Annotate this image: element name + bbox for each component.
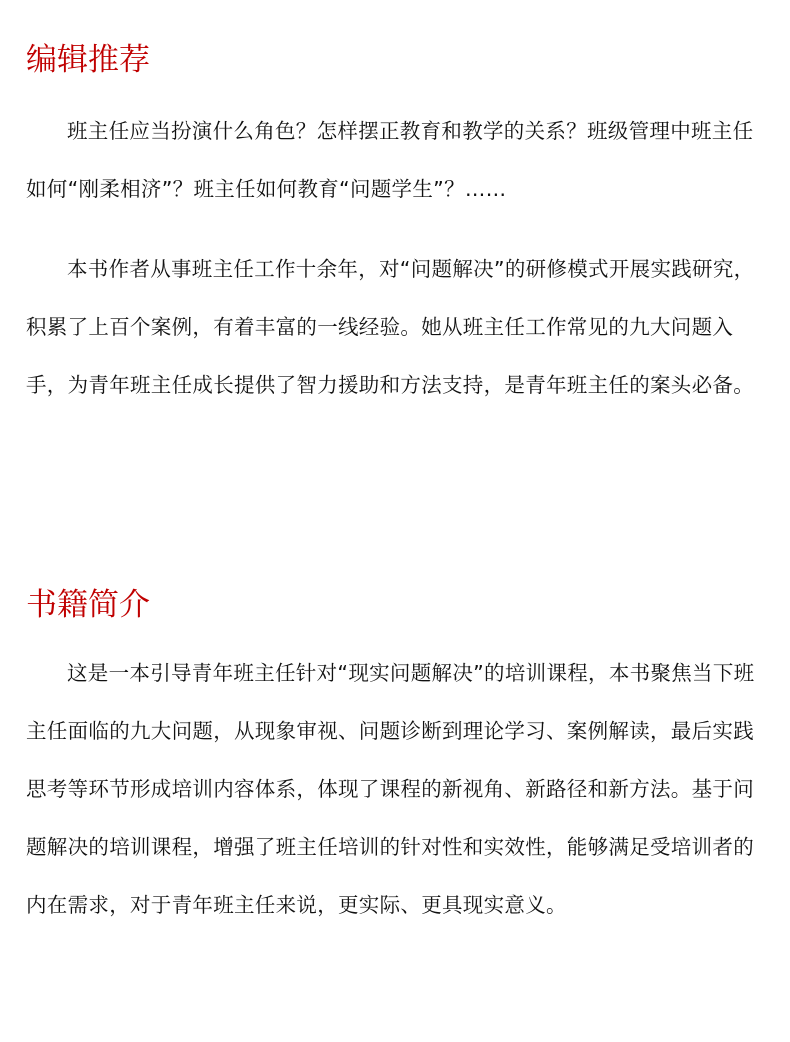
- recommendation-paragraph: 班主任应当扮演什么角色？怎样摆正教育和教学的关系？班级管理中班主任如何“刚柔相济”？班主任如何教育“问题学生”？……: [26, 119, 754, 201]
- recommendation-paragraph: 本书作者从事班主任工作十余年，对“问题解决”的研修模式开展实践研究，积累了上百个案例，有着丰富的一线经验。她从班主任工作常见的九大问题入手，为青年班主任成长提供了智力援助和方法支持，是青年班主任的案头必备。: [26, 257, 755, 397]
- section-title-introduction: 书籍简介: [26, 587, 150, 623]
- introduction-paragraph: 这是一本引导青年班主任针对“现实问题解决”的培训课程，本书聚焦当下班主任面临的九大问题，从现象审视、问题诊断到理论学习、案例解读，最后实践思考等环节形成培训内容体系，体现了课程的新视角、新路径和新方法。基于问题解决的培训课程，增强了班主任培训的针对性和实效性，能够满足受培训者的内在需求，对于青年班主任来说，更实际、更具现实意义。: [26, 661, 755, 917]
- section-title-recommendation: 编辑推荐: [26, 42, 150, 78]
